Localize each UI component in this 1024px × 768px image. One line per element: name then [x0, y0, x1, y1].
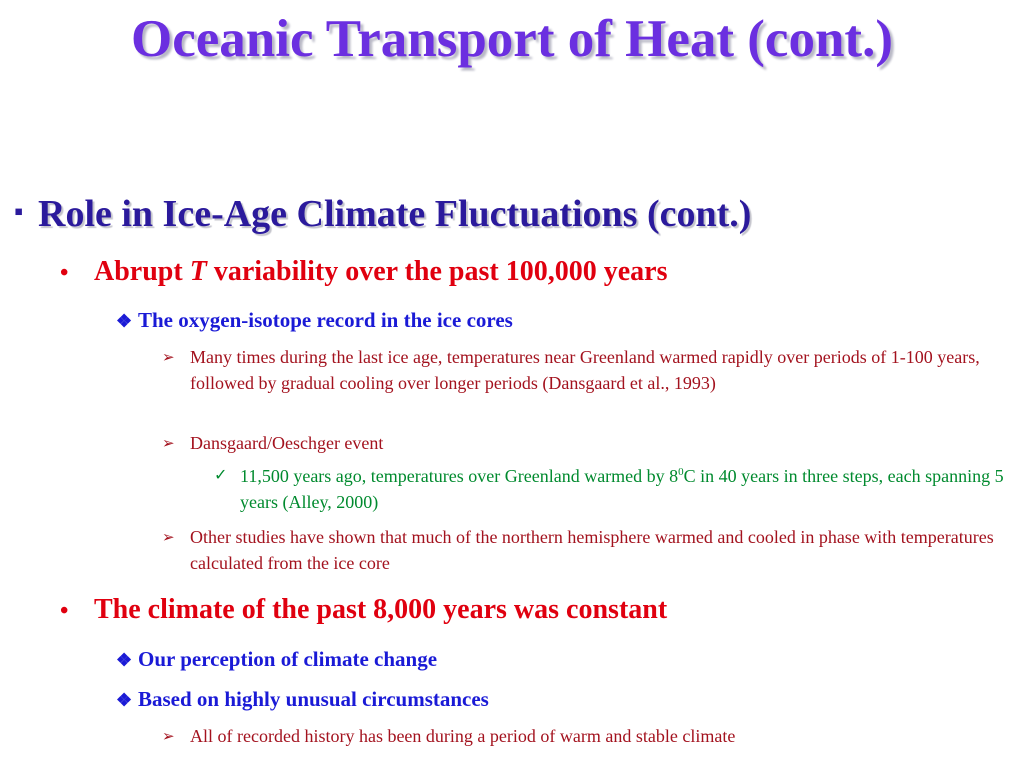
point-text: The climate of the past 8,000 years was constant	[94, 594, 668, 625]
degree-superscript: 0	[678, 466, 684, 478]
diamond-bullet-icon: ❖	[116, 650, 133, 670]
point-suffix: variability over the past 100,000 years	[206, 256, 668, 287]
sub-oxygen-isotope	[116, 306, 513, 335]
dot-bullet-icon: •	[60, 260, 69, 286]
arrow-bullet-icon: ➢	[162, 530, 175, 546]
arrow-bullet-icon: ➢	[162, 350, 175, 366]
sub-text: Based on highly unusual circumstances	[138, 687, 489, 711]
check-text-before: 11,500 years ago, temperatures over Greenland warmed by 8	[240, 466, 679, 486]
point-constant-climate	[60, 592, 667, 629]
sub-text: The oxygen-isotope record in the ice cores	[138, 308, 513, 332]
item-text: Many times during the last ice age, temperatures near Greenland warmed rapidly over periods of 1-100 years, followed by gradual cooling over longer periods (Dansgaard et al., 1993)	[190, 347, 980, 393]
check-text-after: C in 40 years in three steps, each spanning 5 years (Alley, 2000)	[240, 466, 1004, 512]
item-recorded-history	[162, 723, 1012, 750]
diamond-bullet-icon: ❖	[116, 690, 133, 710]
item-text: Other studies have shown that much of the northern hemisphere warmed and cooled in phase with temperatures calculated from the ice core	[190, 527, 994, 573]
sub-perception	[116, 645, 437, 674]
item-dansgaard-event	[162, 430, 1012, 457]
section-heading-text: Role in Ice-Age Climate Fluctuations (cont.)	[38, 193, 752, 235]
sub-unusual-circumstances	[116, 685, 489, 714]
dot-bullet-icon: •	[60, 598, 69, 624]
arrow-bullet-icon: ➢	[162, 729, 175, 745]
section-heading	[14, 186, 751, 240]
arrow-bullet-icon: ➢	[162, 436, 175, 452]
check-eleven-thousand-years	[214, 463, 1014, 515]
item-text: All of recorded history has been during a period of warm and stable climate	[190, 726, 736, 746]
slide-title: Oceanic Transport of Heat (cont.)	[131, 10, 893, 68]
diamond-bullet-icon: ❖	[116, 311, 133, 331]
point-prefix: Abrupt	[94, 256, 190, 287]
point-variable: T	[189, 256, 207, 287]
checkmark-icon: ✓	[214, 467, 228, 484]
item-text: Dansgaard/Oeschger event	[190, 433, 384, 453]
point-abrupt-variability	[60, 254, 667, 291]
sub-text: Our perception of climate change	[138, 647, 438, 671]
item-greenland-warming	[162, 344, 1012, 396]
square-bullet-icon: ▪	[14, 197, 24, 226]
item-other-studies	[162, 524, 1012, 576]
check-text	[240, 463, 1014, 515]
